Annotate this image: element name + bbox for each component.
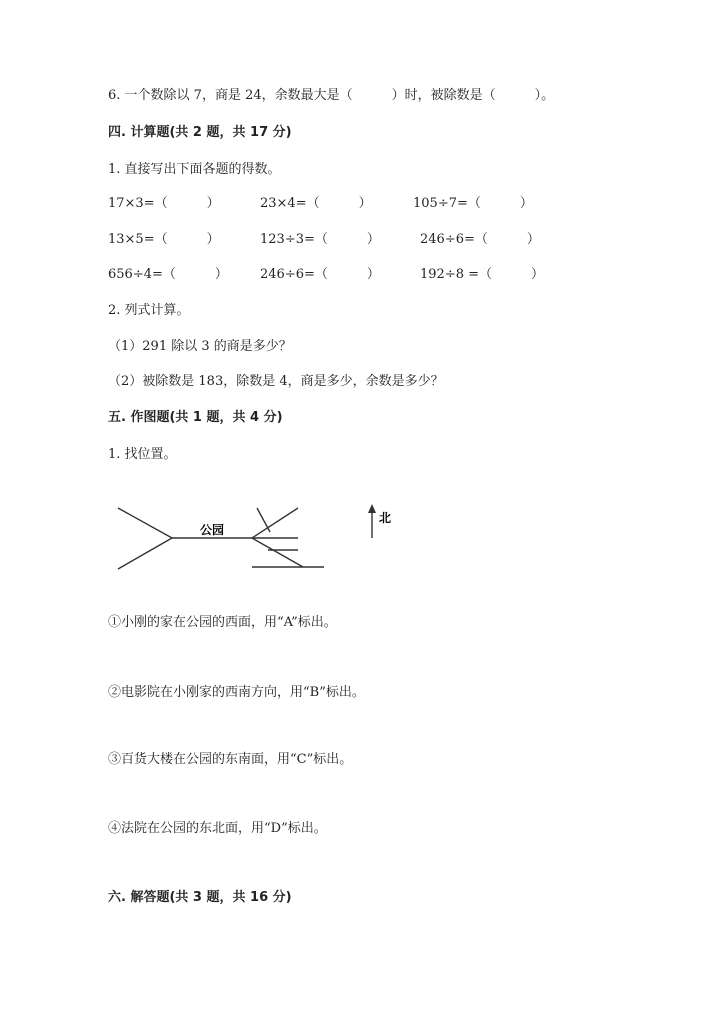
calc-item: 23×4=（ ） [260, 196, 372, 211]
map-task-1: ①小刚的家在公园的西面，用“A”标出。 [108, 615, 337, 630]
section-4-q2-item-1: （1）291 除以 3 的商是多少？ [108, 339, 292, 354]
map-task-4: ④法院在公园的东北面，用“D”标出。 [108, 821, 327, 836]
park-label: 公园 [200, 523, 225, 537]
section-4-q2-title: 2. 列式计算。 [108, 303, 190, 318]
calc-item: 246÷6=（ ） [260, 267, 380, 282]
road-lines [118, 508, 324, 569]
calc-item: 13×5=（ ） [108, 232, 220, 247]
north-label: 北 [379, 511, 392, 525]
question-6: 6. 一个数除以 7，商是 24，余数最大是（ ）时，被除数是（ ）。 [108, 88, 555, 103]
map-task-2: ②电影院在小刚家的西南方向，用“B”标出。 [108, 685, 365, 700]
section-4-q2-item-2: （2）被除数是 183，除数是 4，商是多少，余数是多少？ [108, 374, 444, 389]
calc-item: 192÷8 =（ ） [420, 267, 545, 282]
calc-item: 17×3=（ ） [108, 196, 220, 211]
section-5-q1-title: 1. 找位置。 [108, 447, 177, 462]
section-4-q1-title: 1. 直接写出下面各题的得数。 [108, 162, 281, 177]
calc-item: 105÷7=（ ） [413, 196, 533, 211]
section-4-title: 四. 计算题(共 2 题，共 17 分) [108, 125, 292, 140]
calc-item: 246÷6=（ ） [420, 232, 540, 247]
map-task-3: ③百货大楼在公园的东南面，用“C”标出。 [108, 752, 353, 767]
section-6-title: 六. 解答题(共 3 题，共 16 分) [108, 890, 292, 905]
calc-item: 656÷4=（ ） [108, 267, 228, 282]
north-arrow-icon [368, 504, 376, 538]
calc-item: 123÷3=（ ） [260, 232, 380, 247]
section-5-title: 五. 作图题(共 1 题，共 4 分) [108, 410, 283, 425]
